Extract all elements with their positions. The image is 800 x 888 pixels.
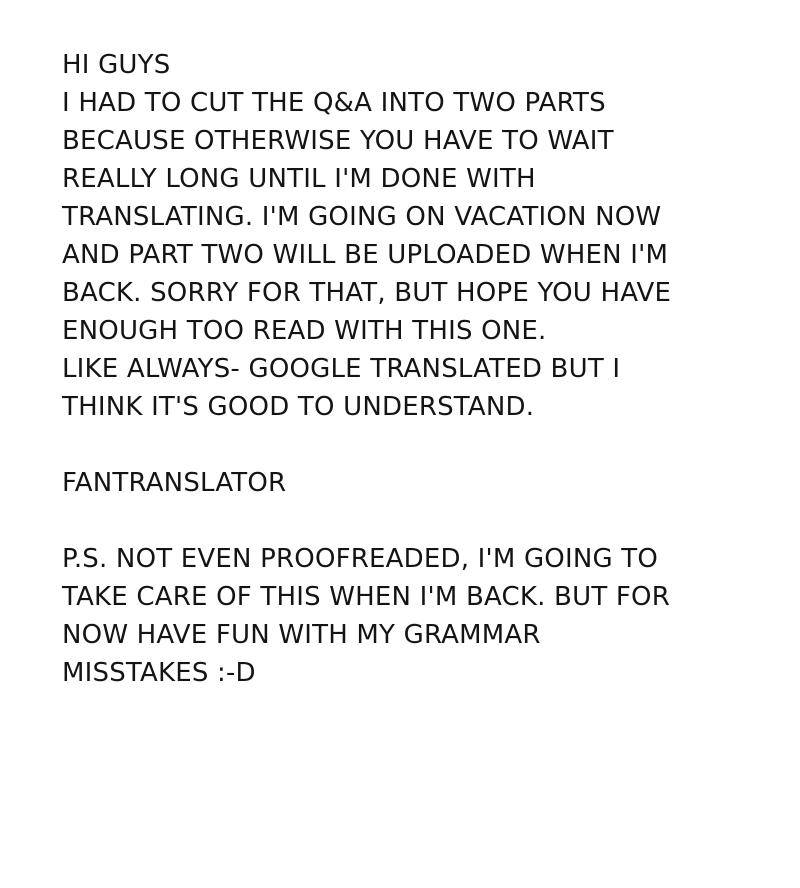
text-line-smiley: MISSTAKES :-D xyxy=(62,658,256,688)
text-line: LIKE ALWAYS- GOOGLE TRANSLATED BUT I xyxy=(62,354,621,384)
text-line: BECAUSE OTHERWISE YOU HAVE TO WAIT xyxy=(62,126,614,156)
text-line: THINK IT'S GOOD TO UNDERSTAND. xyxy=(62,392,535,422)
blank-line xyxy=(62,502,760,540)
text-line: TRANSLATING. I'M GOING ON VACATION NOW xyxy=(62,202,662,232)
text-line: BACK. SORRY FOR THAT, BUT HOPE YOU HAVE xyxy=(62,278,672,308)
text-line-signature: FANTRANSLATOR xyxy=(62,468,287,498)
text-line: AND PART TWO WILL BE UPLOADED WHEN I'M xyxy=(62,240,669,270)
blank-line xyxy=(62,426,760,464)
text-line: REALLY LONG UNTIL I'M DONE WITH xyxy=(62,164,536,194)
note-text-block xyxy=(62,46,760,692)
text-line: ENOUGH TOO READ WITH THIS ONE. xyxy=(62,316,547,346)
text-line-postscript: P.S. NOT EVEN PROOFREADED, I'M GOING TO xyxy=(62,544,659,574)
text-line-greeting: HI GUYS xyxy=(62,50,171,80)
text-line: I HAD TO CUT THE Q&A INTO TWO PARTS xyxy=(62,88,606,118)
text-line: NOW HAVE FUN WITH MY GRAMMAR xyxy=(62,620,541,650)
text-line: TAKE CARE OF THIS WHEN I'M BACK. BUT FOR xyxy=(62,582,670,612)
